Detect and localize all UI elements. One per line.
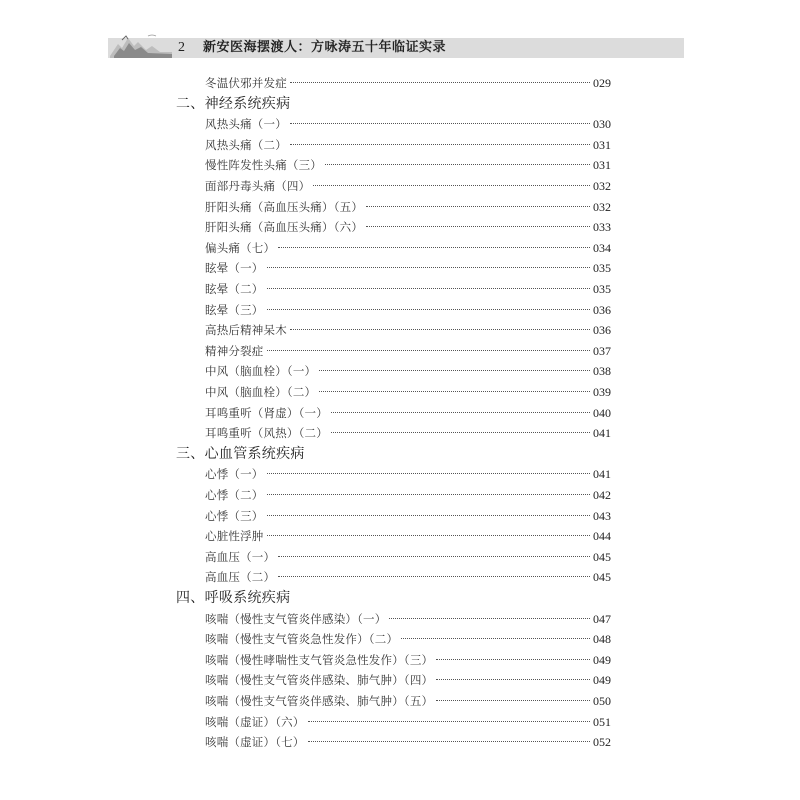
toc-entry bbox=[205, 197, 611, 217]
toc-entry bbox=[205, 423, 611, 443]
toc-entry-label: 眩晕（二） bbox=[205, 282, 264, 296]
toc-entry-label: 偏头痛（七） bbox=[205, 240, 276, 255]
dot-leader bbox=[267, 473, 591, 474]
toc-entry bbox=[205, 403, 611, 423]
dot-leader bbox=[313, 185, 590, 186]
toc-entry-label: 风热头痛（二） bbox=[205, 137, 287, 152]
dot-leader bbox=[308, 741, 590, 742]
toc-entry bbox=[205, 361, 611, 381]
toc-entry-label: 咳喘（慢性支气管炎伴感染、肺气肿）（四） bbox=[205, 673, 434, 688]
toc-entry bbox=[205, 279, 611, 299]
toc-entry bbox=[205, 114, 611, 134]
dot-leader bbox=[290, 329, 590, 330]
dot-leader bbox=[267, 309, 591, 310]
toc-entry-page: 035 bbox=[593, 282, 611, 296]
toc-entry bbox=[205, 567, 611, 587]
toc-entry-label: 高血压（二） bbox=[205, 570, 276, 585]
toc-entry-label: 咳喘（慢性支气管炎急性发作）（二） bbox=[205, 632, 399, 647]
toc-entry-page: 033 bbox=[593, 220, 611, 235]
toc-entry-page: 031 bbox=[593, 137, 611, 152]
dot-leader bbox=[319, 391, 590, 392]
toc-entry bbox=[205, 176, 611, 196]
dot-leader bbox=[267, 494, 591, 495]
toc-entry bbox=[205, 258, 611, 278]
toc-entry bbox=[205, 691, 611, 711]
toc-entry-label: 咳喘（慢性支气管炎伴感染、肺气肿）（五） bbox=[205, 694, 434, 708]
toc-entry-label: 耳鸣重听（风热）（二） bbox=[205, 426, 328, 441]
toc-entry bbox=[205, 300, 611, 320]
dot-leader bbox=[366, 226, 590, 227]
toc-entry-page: 041 bbox=[593, 467, 611, 482]
toc-entry-page: 036 bbox=[593, 302, 611, 317]
dot-leader bbox=[366, 206, 590, 207]
toc-entry-page: 039 bbox=[593, 385, 611, 399]
toc-entry bbox=[205, 485, 611, 505]
toc-entry bbox=[205, 547, 611, 567]
toc-section-heading: 四、呼吸系统疾病 bbox=[176, 590, 291, 606]
toc-entry-label: 中风（脑血栓）（一） bbox=[205, 364, 317, 379]
dot-leader bbox=[290, 123, 590, 124]
toc-entry-label: 心脏性浮肿 bbox=[205, 529, 264, 544]
book-title: 新安医海摆渡人：方咏涛五十年临证实录 bbox=[203, 40, 447, 55]
toc-entry bbox=[205, 135, 611, 155]
toc-entry-page: 034 bbox=[593, 240, 611, 255]
dot-leader bbox=[389, 618, 590, 619]
dot-leader bbox=[331, 432, 590, 433]
toc-entry-page: 041 bbox=[593, 426, 611, 441]
toc-entry-label: 咳喘（虚证）（七） bbox=[205, 735, 305, 750]
toc-entry bbox=[205, 217, 611, 237]
toc-entry-label: 咳喘（慢性哮喘性支气管炎急性发作）（三） bbox=[205, 652, 434, 667]
toc-entry bbox=[205, 73, 611, 93]
dot-leader bbox=[401, 638, 590, 639]
dot-leader bbox=[436, 679, 590, 680]
toc-entry-label: 面部丹毒头痛（四） bbox=[205, 179, 311, 193]
toc-entry-page: 031 bbox=[593, 158, 611, 173]
toc-entry bbox=[205, 506, 611, 526]
toc-entry-page: 045 bbox=[593, 570, 611, 585]
toc-entry-label: 咳喘（慢性支气管炎伴感染）（一） bbox=[205, 611, 387, 626]
mountain-landscape-icon bbox=[108, 30, 172, 58]
toc-entry-label: 心悸（三） bbox=[205, 508, 264, 523]
toc-entry-page: 038 bbox=[593, 364, 611, 379]
dot-leader bbox=[267, 350, 591, 351]
toc-entry-label: 风热头痛（一） bbox=[205, 117, 287, 132]
toc-entry-page: 048 bbox=[593, 632, 611, 647]
toc-entry bbox=[205, 341, 611, 361]
toc-entry-page: 049 bbox=[593, 673, 611, 688]
dot-leader bbox=[267, 288, 591, 289]
dot-leader bbox=[267, 515, 591, 516]
toc-entry-label: 眩晕（三） bbox=[205, 302, 264, 317]
toc-entry-page: 032 bbox=[593, 179, 611, 193]
toc-entry-page: 049 bbox=[593, 652, 611, 667]
toc-entry-label: 中风（脑血栓）（二） bbox=[205, 385, 317, 399]
dot-leader bbox=[319, 370, 590, 371]
toc-entry-page: 037 bbox=[593, 343, 611, 358]
toc-entry-page: 036 bbox=[593, 323, 611, 338]
toc-entry-label: 心悸（二） bbox=[205, 488, 264, 502]
toc-entry-page: 040 bbox=[593, 405, 611, 420]
toc-entry-label: 冬温伏邪并发症 bbox=[205, 76, 287, 90]
toc-entry-label: 肝阳头痛（高血压头痛）（六） bbox=[205, 220, 364, 235]
toc-entry bbox=[205, 464, 611, 484]
toc-entry-page: 047 bbox=[593, 611, 611, 626]
dot-leader bbox=[436, 700, 590, 701]
toc-entry bbox=[205, 650, 611, 670]
toc-entry-label: 心悸（一） bbox=[205, 467, 264, 482]
toc-entry-page: 044 bbox=[593, 529, 611, 544]
dot-leader bbox=[278, 556, 590, 557]
toc-section-heading: 三、心血管系统疾病 bbox=[176, 445, 305, 462]
toc-section-heading: 二、神经系统疾病 bbox=[176, 95, 291, 112]
toc-entry-label: 眩晕（一） bbox=[205, 261, 264, 276]
toc-entry-label: 咳喘（虚证）（六） bbox=[205, 714, 305, 729]
toc-entry bbox=[205, 732, 611, 752]
toc-entry-label: 精神分裂症 bbox=[205, 343, 264, 358]
toc-entry-page: 035 bbox=[593, 261, 611, 276]
dot-leader bbox=[290, 144, 590, 145]
toc-entry bbox=[205, 609, 611, 629]
toc-entry bbox=[205, 629, 611, 649]
dot-leader bbox=[278, 576, 590, 577]
dot-leader bbox=[290, 82, 590, 83]
toc-entry-page: 052 bbox=[593, 735, 611, 750]
toc-entry-page: 030 bbox=[593, 117, 611, 132]
toc-entry-label: 耳鸣重听（肾虚）（一） bbox=[205, 405, 328, 420]
toc-entry-page: 032 bbox=[593, 199, 611, 214]
toc-entry bbox=[205, 670, 611, 690]
dot-leader bbox=[278, 247, 590, 248]
toc-entry-page: 029 bbox=[593, 76, 611, 90]
page-number: 2 bbox=[178, 40, 185, 55]
toc-entry-label: 慢性阵发性头痛（三） bbox=[205, 158, 322, 173]
dot-leader bbox=[436, 659, 590, 660]
toc-entry-page: 051 bbox=[593, 714, 611, 729]
toc-entry-page: 043 bbox=[593, 508, 611, 523]
toc-entry bbox=[205, 238, 611, 258]
dot-leader bbox=[331, 412, 590, 413]
toc-entry-page: 045 bbox=[593, 549, 611, 564]
toc-entry bbox=[205, 526, 611, 546]
toc-entry-label: 高热后精神呆木 bbox=[205, 323, 287, 338]
toc-entry-label: 肝阳头痛（高血压头痛）（五） bbox=[205, 199, 364, 214]
toc-entry bbox=[205, 712, 611, 732]
toc-entry bbox=[205, 155, 611, 175]
toc-entry-page: 050 bbox=[593, 694, 611, 708]
dot-leader bbox=[267, 267, 591, 268]
toc-entry bbox=[205, 320, 611, 340]
dot-leader bbox=[325, 164, 590, 165]
toc-entry-page: 042 bbox=[593, 488, 611, 502]
dot-leader bbox=[308, 721, 590, 722]
toc-entry-label: 高血压（一） bbox=[205, 549, 276, 564]
toc-entry bbox=[205, 382, 611, 402]
dot-leader bbox=[267, 535, 591, 536]
